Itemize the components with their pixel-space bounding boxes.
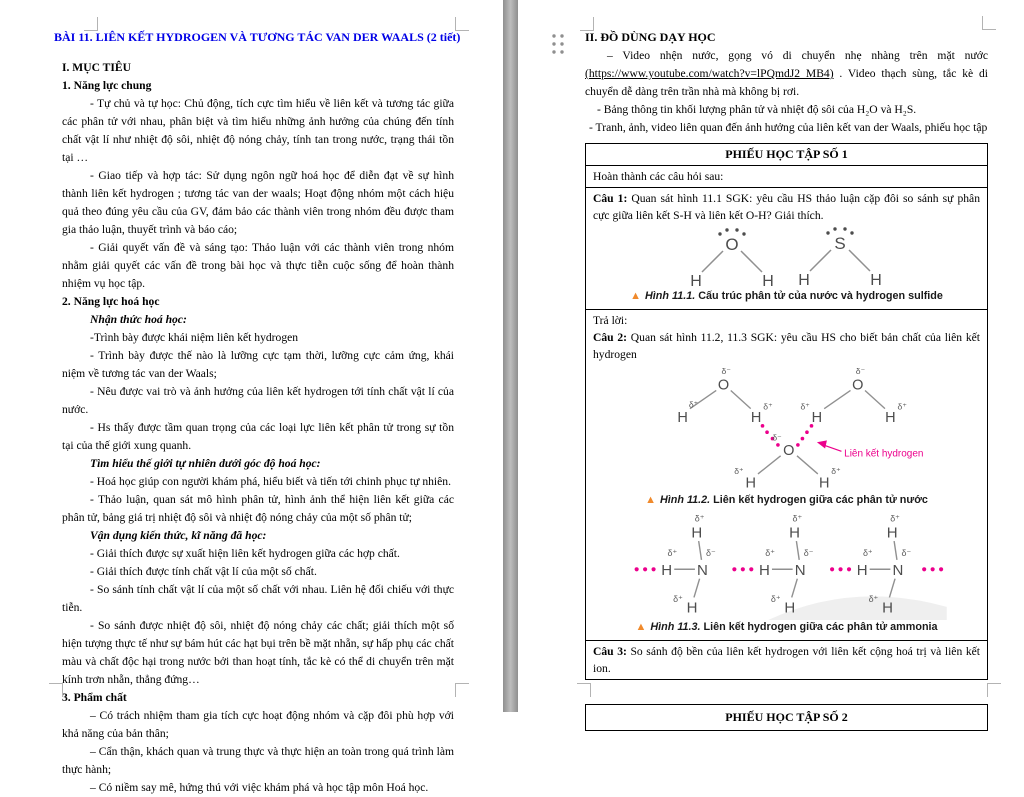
hydrogen-atom-label: H bbox=[750, 410, 761, 427]
delta-minus-label: δ⁻ bbox=[855, 366, 865, 377]
paragraph: - Hs thấy được tầm quan trọng của các loại lực liên kết phân tử trong sự tồn tại của thế giới xung quanh. bbox=[62, 421, 454, 452]
paragraph: 1. Năng lực chung bbox=[62, 79, 152, 92]
delta-plus-label: δ⁺ bbox=[830, 465, 841, 476]
figure-marker-icon: ▲ bbox=[630, 290, 641, 302]
nitrogen-atom-label: N bbox=[696, 561, 708, 579]
paragraph: - Giao tiếp và hợp tác: Sử dụng ngôn ngữ hoá học để diễn đạt về sự hình thành liên kết hydrogen ; tương tác van der waals; Hoạt động nhóm một cách hiệu quả theo đúng yêu cầu của GV, đảm bảo các thành viên trong nhóm đều được tham gia thảo luận, thuyết trình và báo cáo; bbox=[62, 169, 454, 236]
figure-11-2-caption bbox=[593, 494, 980, 507]
delta-plus-label: δ⁺ bbox=[733, 465, 744, 476]
worksheet-2-box bbox=[585, 704, 988, 731]
delta-plus-label: δ⁺ bbox=[694, 513, 704, 524]
caption-text: Liên kết hydrogen giữa các phân tử ammonia bbox=[700, 621, 938, 633]
worksheet-row-cau2 bbox=[586, 310, 987, 641]
cau3-text: So sánh độ bền của liên kết hydrogen với liên kết cộng hoá trị và liên kết ion. bbox=[593, 645, 980, 675]
figure-11-1-caption bbox=[593, 290, 980, 303]
paragraph: Vận dụng kiến thức, kĩ năng đã học: bbox=[90, 529, 267, 542]
hydrogen-atom-label: H bbox=[686, 599, 698, 617]
figure-11-3-diagram bbox=[627, 511, 947, 620]
cau1-text: Quan sát hình 11.1 SGK: yêu cầu HS thảo luận cặp đôi so sánh sự phân cực giữa liên kết S-H và liên kết O-H? Giải thích. bbox=[593, 192, 980, 222]
delta-minus-label: δ⁻ bbox=[771, 432, 782, 443]
margin-crop-mark bbox=[577, 683, 591, 697]
caption-label: Hình 11.1. bbox=[645, 290, 696, 302]
drag-handle-icon[interactable] bbox=[551, 33, 565, 55]
atom-labels bbox=[690, 234, 882, 289]
cau2-label: Câu 2: bbox=[593, 331, 628, 344]
cau3-label: Câu 3: bbox=[593, 645, 627, 658]
worksheet-1-box bbox=[585, 143, 988, 680]
paragraph-bang: - Bảng thông tin khối lượng phân tử và nhiệt độ sôi của H₂O và H₂S. bbox=[597, 103, 917, 116]
paragraph: - Giải thích được tính chất vật lí của một số chất. bbox=[90, 565, 317, 578]
cau1-label: Câu 1: bbox=[593, 192, 628, 205]
youtube-link[interactable]: (https://www.youtube.com/watch?v=lPQmdJ2_MB4) bbox=[585, 67, 834, 80]
hydrogen-atom-label: H bbox=[886, 524, 898, 542]
hydrogen-atom-label: H bbox=[788, 524, 800, 542]
hydrogen-atom-label: H bbox=[690, 524, 702, 542]
oxygen-atom-label: O bbox=[851, 377, 863, 394]
margin-crop-mark bbox=[987, 683, 1001, 697]
margin-crop-mark bbox=[49, 683, 63, 697]
hydrogen-bond-callout-label: Liên kết hydrogen bbox=[843, 448, 923, 460]
cau2-paragraph bbox=[593, 329, 980, 363]
hydrogen-atom-label: H bbox=[818, 475, 829, 492]
paragraph: - So sánh được nhiệt độ sôi, nhiệt độ nóng chảy các chất; giải thích một số hiện tượng thực tế như sự bám hút các hạt bụi trên bề mặt nhẵn, sự hấp phụ các chất màu và chất độc hại trong nước bởi than hoạt tính, tắc kè có thể di chuyển trên mặt kính trơn nhẵn, thẳng đứng… bbox=[62, 619, 454, 686]
worksheet-1-title: PHIẾU HỌC TẬP SỐ 1 bbox=[586, 144, 987, 166]
hydrogen-atom-label: H bbox=[758, 561, 770, 579]
caption-label: Hình 11.2. bbox=[659, 494, 711, 506]
caption-text: Cấu trúc phân tử của nước và hydrogen sulfide bbox=[695, 290, 943, 302]
delta-plus-label: δ⁺ bbox=[672, 594, 683, 605]
hydrogen-atom-label: H bbox=[676, 410, 688, 427]
paragraph: - Hoá học giúp con người khám phá, hiểu biết và tiến tới chinh phục tự nhiên. bbox=[90, 475, 451, 488]
delta-minus-label: δ⁻ bbox=[705, 548, 716, 559]
oxygen-atom-label: O bbox=[782, 442, 794, 459]
video-text-pre: – Video nhện nước, gọng vó di chuyển nhẹ nhàng trên mặt nước bbox=[607, 49, 988, 62]
hydrogen-atom-label: H bbox=[689, 273, 702, 289]
delta-plus-label: δ⁺ bbox=[688, 399, 698, 410]
paragraph-video bbox=[585, 47, 988, 101]
tra-loi-text: Trả lời: bbox=[593, 314, 628, 327]
caption-label: Hình 11.3. bbox=[650, 621, 701, 633]
figure-11-2-diagram bbox=[637, 366, 937, 493]
paragraph: – Có niềm say mê, hứng thú với việc khám phá và học tập môn Hoá học. bbox=[90, 781, 429, 794]
delta-plus-label: δ⁺ bbox=[862, 548, 873, 559]
margin-crop-mark bbox=[455, 17, 469, 31]
page-1-body bbox=[62, 59, 454, 797]
delta-plus-label: δ⁺ bbox=[799, 401, 810, 412]
delta-minus-label: δ⁻ bbox=[721, 366, 731, 377]
paragraph: 2. Năng lực hoá học bbox=[62, 295, 160, 308]
paragraph: Nhận thức hoá học: bbox=[90, 313, 187, 326]
hydrogen-atom-label: H bbox=[881, 599, 893, 617]
hydrogen-atom-label: H bbox=[811, 410, 822, 427]
paragraph: - Giải quyết vấn đề và sáng tạo: Thảo luận với các thành viên trong nhóm nhằm giải quyết các vấn đề trong bài học và thực tiễn cuộc sống để hoàn thành nhiệm vụ học tập. bbox=[62, 241, 454, 290]
figure-marker-icon: ▲ bbox=[635, 621, 647, 633]
page-gap-divider bbox=[503, 0, 518, 712]
hydrogen-atom-label: H bbox=[797, 272, 810, 289]
paragraph: -Trình bày được khái niệm liên kết hydrogen bbox=[90, 331, 299, 344]
hydrogen-atom-label: H bbox=[869, 272, 882, 289]
paragraph: - Thảo luận, quan sát mô hình phân tử, hình ảnh thể hiện liên kết giữa các phân tử, bảng giá trị nhiệt độ sôi và nhiệt độ nóng chảy của một số phân tử; bbox=[62, 493, 454, 524]
page-1[interactable] bbox=[0, 0, 503, 794]
figure-11-1-diagram bbox=[677, 227, 897, 289]
paragraph: - Giải thích được sự xuất hiện liên kết hydrogen giữa các hợp chất. bbox=[90, 547, 400, 560]
paragraph: - Nêu được vai trò và ảnh hưởng của liên kết hydrogen tới tính chất vật lí của nước. bbox=[62, 385, 454, 416]
delta-plus-label: δ⁺ bbox=[667, 548, 677, 559]
paragraph: I. MỤC TIÊU bbox=[62, 61, 132, 74]
worksheet-2-title: PHIẾU HỌC TẬP SỐ 2 bbox=[725, 710, 848, 724]
nitrogen-atom-label: N bbox=[794, 561, 806, 579]
hydrogen-atom-label: H bbox=[856, 561, 868, 579]
paragraph: - Trình bày được thế nào là lưỡng cực tạm thời, lưỡng cực cảm ứng, khái niệm về tương tác van der Waals; bbox=[62, 349, 454, 380]
margin-crop-mark bbox=[580, 17, 594, 31]
paragraph: – Cẩn thận, khách quan và trung thực và thực hiện an toàn trong quá trình làm thực hành; bbox=[62, 745, 454, 776]
worksheet-row-cau1 bbox=[586, 188, 987, 310]
margin-crop-mark bbox=[982, 16, 996, 30]
bond-lines bbox=[689, 390, 884, 473]
paragraph: – Có trách nhiệm tham gia tích cực hoạt động nhóm và cặp đôi phù hợp với khả năng của bản thân; bbox=[62, 709, 454, 740]
delta-plus-label: δ⁺ bbox=[897, 401, 907, 412]
margin-crop-mark bbox=[84, 17, 98, 31]
sulfur-atom-label: S bbox=[833, 234, 846, 253]
caption-text: Liên kết hydrogen giữa các phân tử nước bbox=[710, 494, 928, 506]
nitrogen-atom-label: N bbox=[891, 561, 903, 579]
worksheet-1-intro: Hoàn thành các câu hỏi sau: bbox=[586, 166, 987, 188]
paragraph: - Tự chủ và tự học: Chủ động, tích cực tìm hiểu về liên kết và tương tác giữa các phân tử với nhau, phân biệt và tìm hiểu những ảnh hưởng của chúng đến tính chất vật lí như nhiệt độ sôi, nhiệt độ nóng chảy, tính tan trong nước, trạng thái tồn tại … bbox=[62, 97, 454, 164]
delta-plus-label: δ⁺ bbox=[889, 513, 900, 524]
hbond-callout-arrow-line bbox=[823, 445, 841, 451]
paragraph: Tìm hiểu thế giới tự nhiên dưới góc độ hoá học: bbox=[90, 457, 321, 470]
figure-marker-icon: ▲ bbox=[645, 494, 656, 506]
hydrogen-atom-label: H bbox=[783, 599, 795, 617]
hydrogen-atom-label: H bbox=[884, 410, 896, 427]
oxygen-atom-label: O bbox=[717, 377, 729, 394]
delta-plus-label: δ⁺ bbox=[868, 594, 878, 605]
cau2-text: Quan sát hình 11.2, 11.3 SGK: yêu cầu HS cho biết bản chất của liên kết hydrogen bbox=[593, 331, 980, 361]
delta-plus-label: δ⁺ bbox=[792, 513, 802, 524]
delta-minus-label: δ⁻ bbox=[901, 548, 911, 559]
worksheet-row-cau3 bbox=[586, 641, 987, 679]
paragraph: - So sánh tính chất vật lí của một số chất với nhau. Liên hệ đối chiếu với thực tiễn. bbox=[62, 583, 454, 614]
hydrogen-atom-label: H bbox=[744, 475, 756, 492]
margin-crop-mark bbox=[455, 683, 469, 697]
hydrogen-atom-label: H bbox=[761, 273, 774, 289]
page-2[interactable] bbox=[518, 0, 1024, 724]
section-heading: II. ĐỒ DÙNG DẠY HỌC bbox=[585, 30, 716, 44]
cau1-paragraph bbox=[593, 190, 980, 224]
delta-plus-label: δ⁺ bbox=[764, 548, 775, 559]
delta-plus-label: δ⁺ bbox=[770, 594, 781, 605]
paragraph: 3. Phẩm chất bbox=[62, 691, 127, 704]
figure-11-3-caption bbox=[593, 621, 980, 634]
oxygen-atom-label: O bbox=[724, 235, 739, 254]
paragraph-tranh: - Tranh, ảnh, video liên quan đến ảnh hưởng của liên kết van der Waals, phiếu học tập bbox=[589, 121, 988, 134]
delta-plus-label: δ⁺ bbox=[762, 401, 773, 412]
lesson-title: BÀI 11. LIÊN KẾT HYDROGEN VÀ TƯƠNG TÁC VAN DER WAALS (2 tiết) bbox=[54, 30, 461, 44]
video-text-post: . Video thạch sùng, tắc kè di chuyển dễ dàng trên trần nhà mà không bị rơi. bbox=[585, 67, 988, 98]
delta-minus-label: δ⁻ bbox=[803, 548, 813, 559]
hydrogen-atom-label: H bbox=[660, 561, 672, 579]
hbond-callout-arrowhead bbox=[816, 440, 826, 448]
